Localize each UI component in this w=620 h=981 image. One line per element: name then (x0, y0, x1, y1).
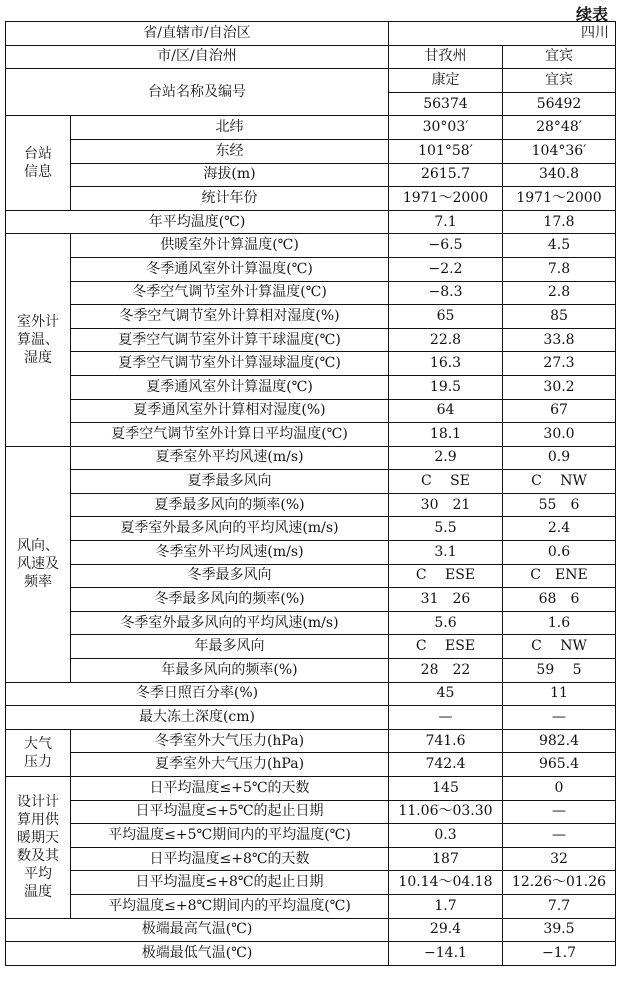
value-yibin: 0.6 (503, 541, 616, 565)
header-city-row (6, 45, 616, 69)
row-label: 冬季最多风向 (71, 564, 389, 588)
value-yibin: 0.9 (503, 446, 616, 470)
value-kangding: — (389, 706, 503, 730)
station-id-1: 56374 (389, 92, 503, 116)
value-kangding: C ESE (389, 564, 503, 588)
value-kangding: 0.3 (389, 824, 503, 848)
value-kangding: 1971～2000 (389, 187, 503, 211)
value-kangding: 741.6 (389, 729, 503, 753)
value-kangding: 16.3 (389, 352, 503, 376)
row-label: 夏季最多风向 (71, 470, 389, 494)
row-label: 平均温度≤+8℃期间内的平均温度(℃) (71, 894, 389, 918)
value-kangding: 145 (389, 777, 503, 801)
province-label: 省/直辖市/自治区 (6, 22, 389, 46)
value-yibin: 1.6 (503, 611, 616, 635)
row-label: 夏季通风室外计算温度(℃) (71, 375, 389, 399)
pressure-category: 大气 压力 (6, 729, 71, 776)
outdoor-row (6, 305, 616, 329)
frost-row (6, 706, 616, 730)
row-label: 冬季室外大气压力(hPa) (71, 729, 389, 753)
value-kangding: 187 (389, 847, 503, 871)
value-kangding: C ESE (389, 635, 503, 659)
row-label: 夏季通风室外计算相对湿度(%) (71, 399, 389, 423)
value-yibin: 30.0 (503, 423, 616, 447)
value-yibin: C NW (503, 470, 616, 494)
province-value: 四川 (389, 22, 616, 46)
continued-label: 续表 (575, 5, 608, 24)
header-province-row (6, 22, 616, 46)
row-label: 年平均温度(℃) (6, 210, 389, 234)
station-info-row (6, 187, 616, 211)
row-label: 年最多风向 (71, 635, 389, 659)
wind-row (6, 493, 616, 517)
value-yibin: 2.4 (503, 517, 616, 541)
row-label: 最大冻土深度(cm) (6, 706, 389, 730)
outdoor-row (6, 234, 616, 258)
value-kangding: 5.5 (389, 517, 503, 541)
value-kangding: 19.5 (389, 375, 503, 399)
heating-category: 设计计 算用供 暖期天 数及其 平均 温度 (6, 777, 71, 919)
value-yibin: 104°36′ (503, 139, 616, 163)
station-info-category: 台站 信息 (6, 116, 71, 210)
row-label: 平均温度≤+5℃期间内的平均温度(℃) (71, 824, 389, 848)
value-yibin: 30.2 (503, 375, 616, 399)
value-yibin: 965.4 (503, 753, 616, 777)
value-yibin: 67 (503, 399, 616, 423)
value-yibin: 28°48′ (503, 116, 616, 140)
value-yibin: 27.3 (503, 352, 616, 376)
outdoor-row (6, 257, 616, 281)
wind-row (6, 470, 616, 494)
value-kangding: 742.4 (389, 753, 503, 777)
row-label: 冬季通风室外计算温度(℃) (71, 257, 389, 281)
wind-row (6, 541, 616, 565)
value-yibin: — (503, 824, 616, 848)
outdoor-row (6, 352, 616, 376)
value-kangding: 10.14～04.18 (389, 871, 503, 895)
row-label: 夏季空气调节室外计算湿球温度(℃) (71, 352, 389, 376)
value-kangding: 28 22 (389, 659, 503, 683)
row-label: 日平均温度≤+8℃的起止日期 (71, 871, 389, 895)
row-label: 冬季最多风向的频率(%) (71, 588, 389, 612)
row-label: 日平均温度≤+8℃的天数 (71, 847, 389, 871)
wind-category: 风向、 风速及 频率 (6, 446, 71, 682)
station-info-row (6, 163, 616, 187)
heating-row (6, 777, 616, 801)
row-label: 冬季日照百分率(%) (6, 682, 389, 706)
value-yibin: 11 (503, 682, 616, 706)
value-yibin: 33.8 (503, 328, 616, 352)
value-yibin: 85 (503, 305, 616, 329)
value-yibin: 32 (503, 847, 616, 871)
value-yibin: 0 (503, 777, 616, 801)
value-yibin: 340.8 (503, 163, 616, 187)
value-yibin: 68 6 (503, 588, 616, 612)
value-kangding: −2.2 (389, 257, 503, 281)
value-yibin: −1.7 (503, 942, 616, 966)
value-kangding: 18.1 (389, 423, 503, 447)
value-kangding: −14.1 (389, 942, 503, 966)
value-yibin: C NW (503, 635, 616, 659)
value-kangding: 31 26 (389, 588, 503, 612)
row-label: 夏季空气调节室外计算干球温度(℃) (71, 328, 389, 352)
value-kangding: 29.4 (389, 918, 503, 942)
wind-row (6, 564, 616, 588)
value-kangding: 11.06～03.30 (389, 800, 503, 824)
climate-data-table (5, 21, 616, 966)
value-kangding: 30°03′ (389, 116, 503, 140)
wind-row (6, 635, 616, 659)
value-kangding: −8.3 (389, 281, 503, 305)
heating-row (6, 871, 616, 895)
row-label: 日平均温度≤+5℃的天数 (71, 777, 389, 801)
outdoor-row (6, 423, 616, 447)
outdoor-category: 室外计 算温、 湿度 (6, 234, 71, 446)
value-kangding: 45 (389, 682, 503, 706)
row-label: 海拔(m) (71, 163, 389, 187)
value-kangding: −6.5 (389, 234, 503, 258)
value-yibin: 2.8 (503, 281, 616, 305)
station-info-row (6, 139, 616, 163)
row-label: 冬季空气调节室外计算温度(℃) (71, 281, 389, 305)
value-kangding: 2615.7 (389, 163, 503, 187)
outdoor-row (6, 399, 616, 423)
station-name-2: 宜宾 (503, 69, 616, 93)
row-label: 夏季室外最多风向的平均风速(m/s) (71, 517, 389, 541)
row-label: 东经 (71, 139, 389, 163)
outdoor-row (6, 328, 616, 352)
row-label: 极端最高气温(℃) (6, 918, 389, 942)
heating-row (6, 847, 616, 871)
heating-row (6, 894, 616, 918)
value-kangding: 1.7 (389, 894, 503, 918)
value-yibin: 4.5 (503, 234, 616, 258)
value-yibin: C ENE (503, 564, 616, 588)
row-label: 冬季室外平均风速(m/s) (71, 541, 389, 565)
row-label: 统计年份 (71, 187, 389, 211)
value-kangding: C SE (389, 470, 503, 494)
value-yibin: 1971～2000 (503, 187, 616, 211)
station-name-1: 康定 (389, 69, 503, 93)
pressure-row (6, 729, 616, 753)
outdoor-row (6, 375, 616, 399)
wind-row (6, 611, 616, 635)
value-kangding: 2.9 (389, 446, 503, 470)
header-station-name-row (6, 69, 616, 93)
value-kangding: 22.8 (389, 328, 503, 352)
wind-row (6, 446, 616, 470)
row-label: 冬季室外最多风向的平均风速(m/s) (71, 611, 389, 635)
value-kangding: 101°58′ (389, 139, 503, 163)
row-label: 夏季最多风向的频率(%) (71, 493, 389, 517)
value-yibin: 59 5 (503, 659, 616, 683)
value-yibin: 17.8 (503, 210, 616, 234)
heating-row (6, 824, 616, 848)
city-label: 市/区/自治州 (6, 45, 389, 69)
value-kangding: 5.6 (389, 611, 503, 635)
outdoor-row (6, 281, 616, 305)
value-kangding: 7.1 (389, 210, 503, 234)
row-label: 北纬 (71, 116, 389, 140)
value-yibin: 55 6 (503, 493, 616, 517)
row-label: 日平均温度≤+5℃的起止日期 (71, 800, 389, 824)
value-yibin: — (503, 706, 616, 730)
row-label: 夏季室外平均风速(m/s) (71, 446, 389, 470)
value-kangding: 65 (389, 305, 503, 329)
row-label: 夏季室外大气压力(hPa) (71, 753, 389, 777)
row-label: 年最多风向的频率(%) (71, 659, 389, 683)
heating-row (6, 800, 616, 824)
city-1: 甘孜州 (389, 45, 503, 69)
value-kangding: 30 21 (389, 493, 503, 517)
extreme-min-row (6, 942, 616, 966)
wind-row (6, 588, 616, 612)
pressure-row (6, 753, 616, 777)
value-yibin: — (503, 800, 616, 824)
value-yibin: 12.26～01.26 (503, 871, 616, 895)
value-yibin: 7.8 (503, 257, 616, 281)
station-info-row (6, 116, 616, 140)
value-yibin: 982.4 (503, 729, 616, 753)
row-label: 供暖室外计算温度(℃) (71, 234, 389, 258)
value-kangding: 64 (389, 399, 503, 423)
annual-temp-row (6, 210, 616, 234)
value-yibin: 39.5 (503, 918, 616, 942)
wind-row (6, 517, 616, 541)
row-label: 夏季空气调节室外计算日平均温度(℃) (71, 423, 389, 447)
station-id-2: 56492 (503, 92, 616, 116)
wind-row (6, 659, 616, 683)
city-2: 宜宾 (503, 45, 616, 69)
sunshine-row (6, 682, 616, 706)
value-yibin: 7.7 (503, 894, 616, 918)
value-kangding: 3.1 (389, 541, 503, 565)
extreme-max-row (6, 918, 616, 942)
row-label: 冬季空气调节室外计算相对湿度(%) (71, 305, 389, 329)
station-label: 台站名称及编号 (6, 69, 389, 116)
row-label: 极端最低气温(℃) (6, 942, 389, 966)
